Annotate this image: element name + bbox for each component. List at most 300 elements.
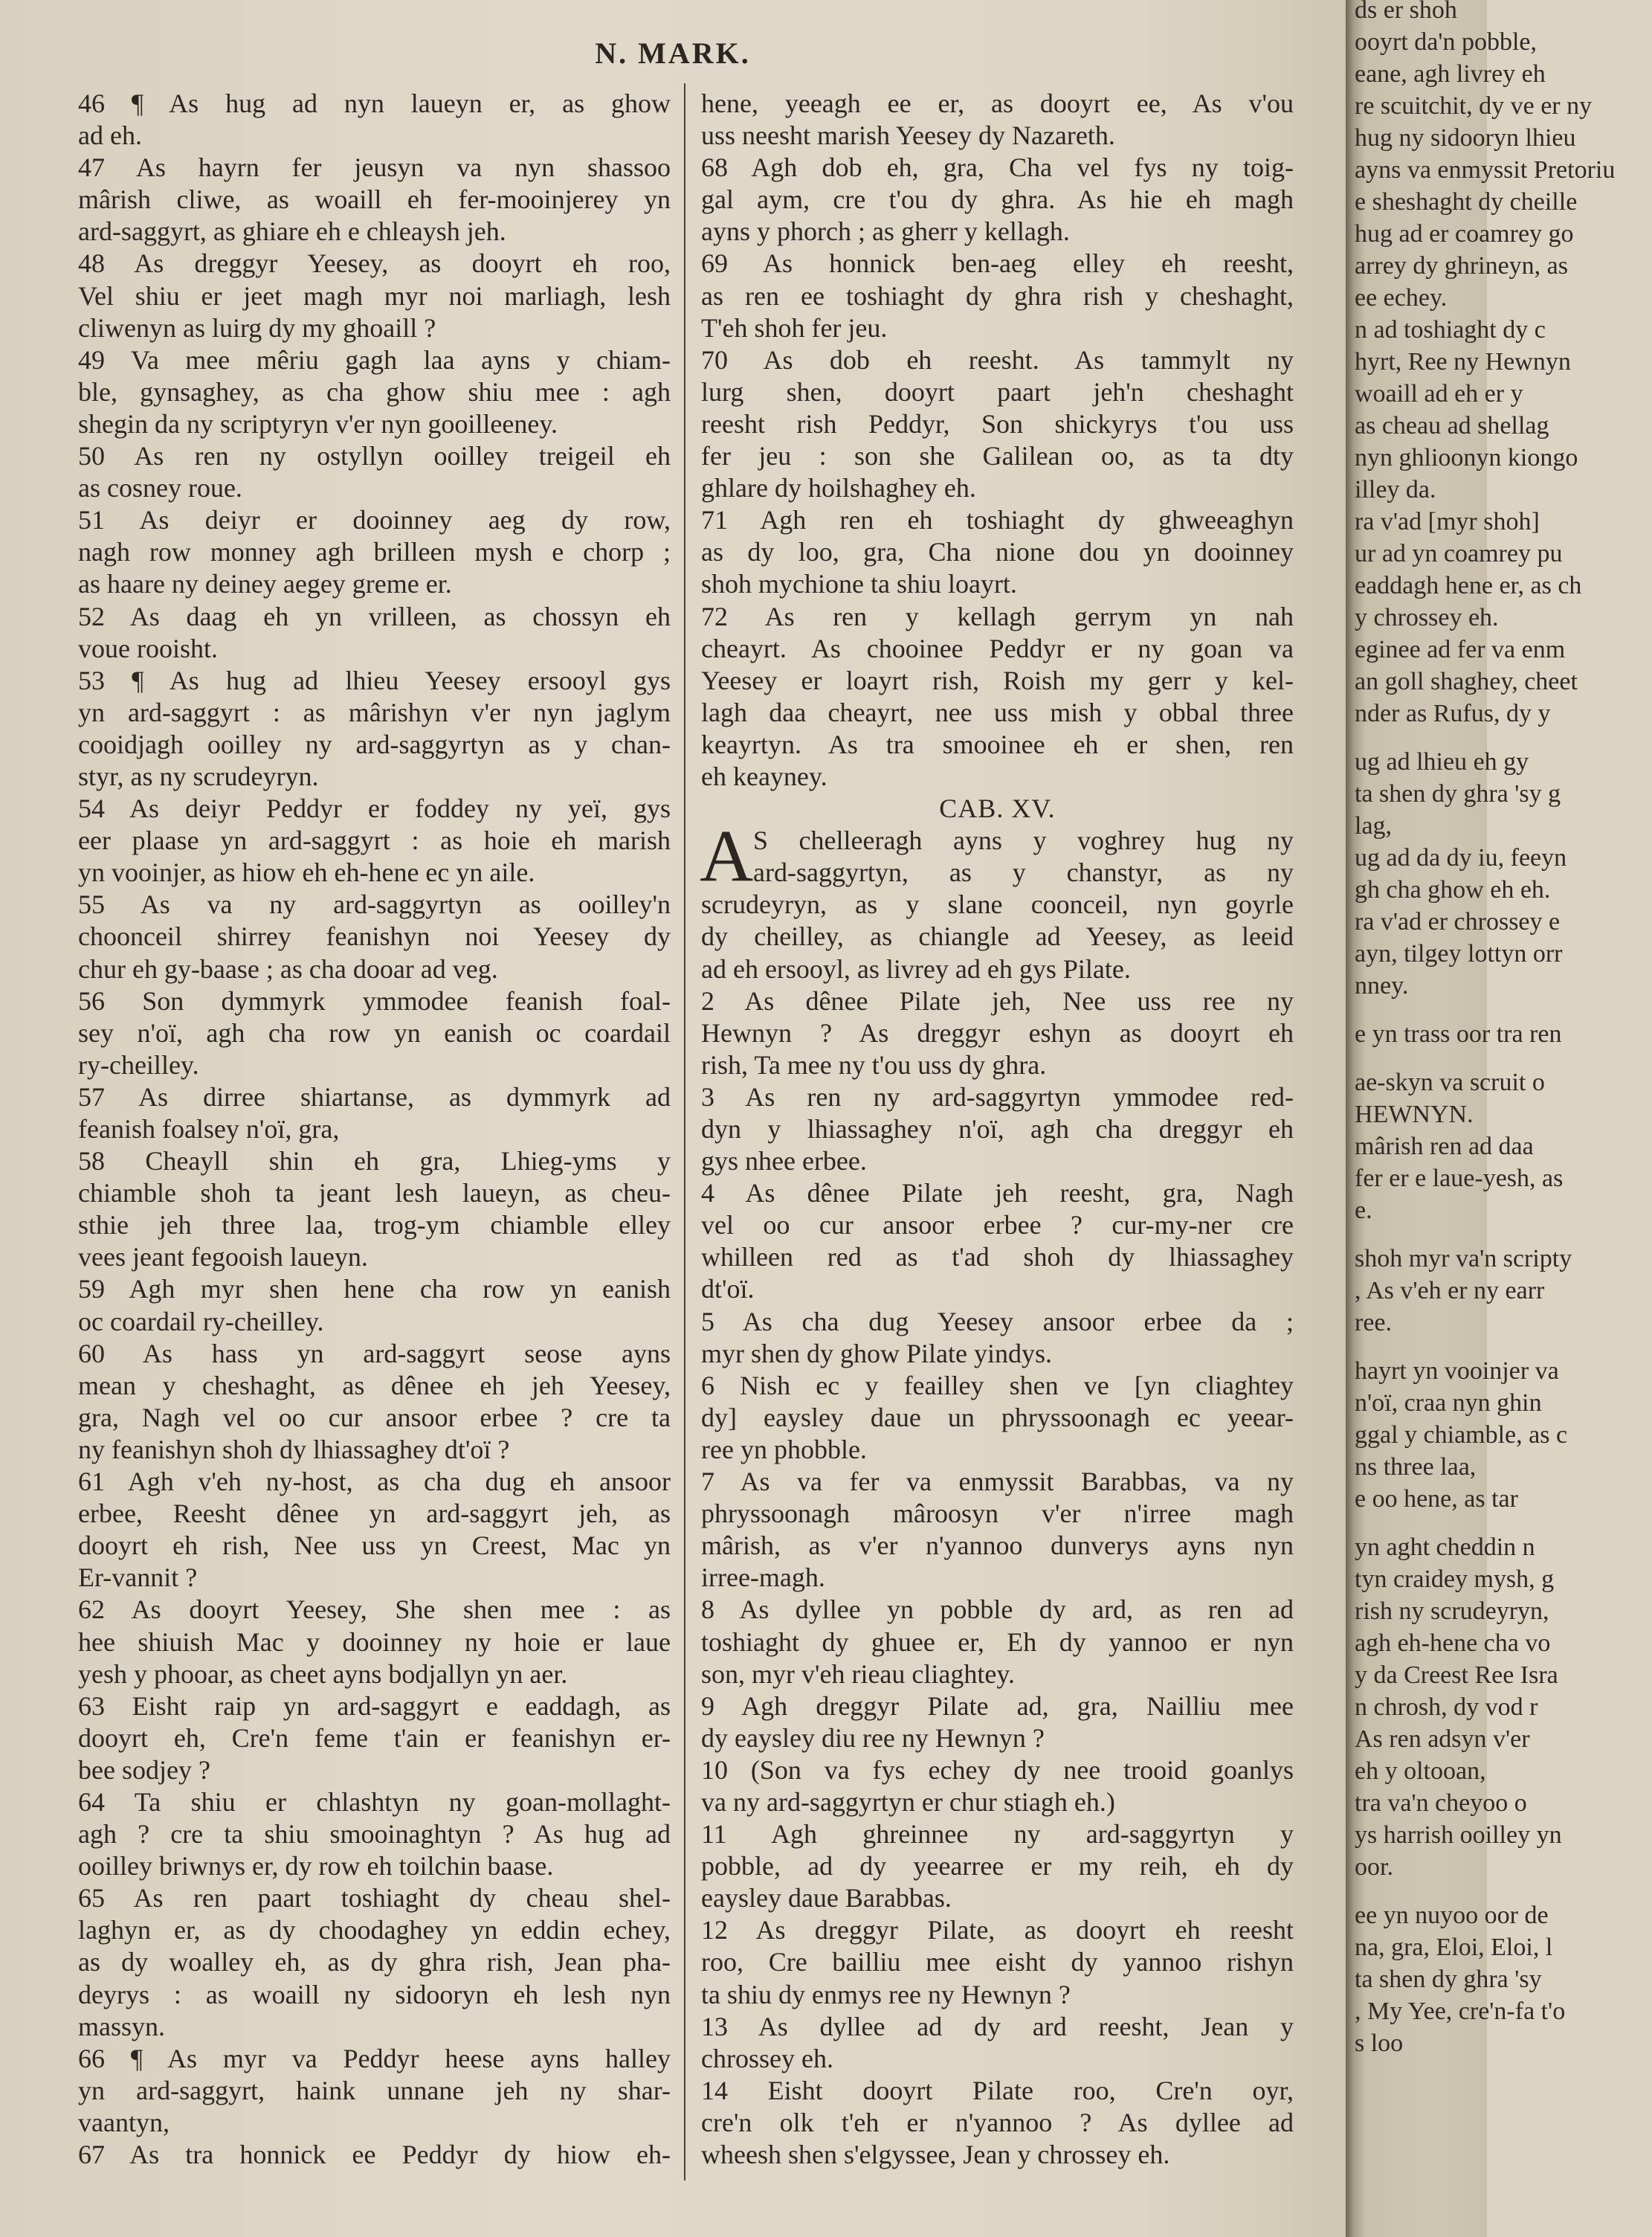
text-line (78, 1754, 671, 1786)
facing-page-line (1355, 730, 1652, 746)
text-line (78, 1979, 671, 2011)
text-line (701, 536, 1294, 568)
text-line (78, 536, 671, 568)
line-text: nagh row monney agh brilleen mysh e chorp ; (78, 537, 671, 567)
line-text: ard-saggyrtyn, as y chanstyr, as ny (753, 857, 1294, 888)
line-text: agh ? cre ta shiu smooinaghtyn ? As hug ad (78, 1819, 671, 1850)
text-line (78, 1081, 671, 1113)
facing-page-line: ayn, tilgey lottyn orr (1355, 940, 1563, 968)
facing-page-line: gh cha ghow eh eh. (1355, 876, 1551, 904)
facing-page-line: yn aght cheddin n (1355, 1533, 1535, 1561)
line-text: sthie jeh three laa, trog-ym chiamble elley (78, 1210, 671, 1240)
text-line (701, 1914, 1294, 1946)
line-text: dy cheilley, as chiangle ad Yeesey, as leeid (701, 921, 1294, 952)
text-line (78, 1177, 671, 1209)
text-line (78, 1786, 671, 1818)
text-line (701, 1658, 1294, 1690)
line-text: as cosney roue. (78, 473, 242, 503)
text-line (78, 601, 671, 633)
text-line (701, 1338, 1294, 1370)
text-line (78, 1017, 671, 1049)
text-line (701, 120, 1294, 152)
line-text: dooyrt eh, Cre'n feme t'ain er feanishyn er- (78, 1722, 671, 1753)
line-text: lurg shen, dooyrt paart jeh'n cheshaght (701, 376, 1294, 407)
line-text: hene, yeeagh ee er, as dooyrt ee, As v'ou (701, 88, 1294, 118)
line-text: 52 As daag eh yn vrilleen, as chossyn eh (78, 601, 671, 631)
text-line (701, 152, 1294, 184)
text-line (701, 729, 1294, 761)
line-text: ble, gynsaghey, as cha ghow shiu mee : agh (78, 376, 671, 407)
facing-page-line: an goll shaghey, cheet (1355, 668, 1578, 695)
line-text: 48 As dreggyr Yeesey, as dooyrt eh roo, (78, 248, 671, 279)
text-line (78, 1402, 671, 1434)
line-text: ree yn phobble. (701, 1434, 867, 1464)
text-line (701, 408, 1294, 440)
facing-page-line: ayns va enmyssit Pretoriu (1355, 156, 1616, 184)
text-line (701, 697, 1294, 729)
line-text: mean y cheshaght, as dênee eh jeh Yeesey, (78, 1370, 671, 1400)
text-line (78, 1594, 671, 1626)
facing-page-line: n'oï, craa nyn ghin (1355, 1389, 1542, 1417)
line-text: eaysley daue Barabbas. (701, 1883, 952, 1913)
text-line (701, 2043, 1294, 2075)
line-text: keayrtyn. As tra smooinee eh er shen, ren (701, 729, 1294, 759)
line-text: as ren ee toshiaght dy ghra rish y cheshaght, (701, 280, 1294, 311)
facing-page-line: hug ad er coamrey go (1355, 220, 1574, 248)
text-line (78, 504, 671, 536)
line-text: 65 As ren paart toshiaght dy cheau shel- (78, 1883, 671, 1913)
text-line (78, 216, 671, 248)
line-text: eer plaase yn ard-saggyrt : as hoie eh marish (78, 825, 671, 856)
facing-page-line: tyn craidey mysh, g (1355, 1565, 1555, 1593)
line-text: ny feanishyn shoh dy lhiassaghey dt'oï ? (78, 1434, 510, 1464)
line-text: 13 As dyllee ad dy ard reesht, Jean y (701, 2011, 1294, 2041)
text-line (78, 344, 671, 376)
line-text: 58 Cheayll shin eh gra, Lhieg-yms y (78, 1146, 671, 1177)
text-line (701, 2107, 1294, 2139)
text-line (701, 1402, 1294, 1434)
facing-page-line: ns three laa, (1355, 1453, 1477, 1481)
text-line (78, 1306, 671, 1338)
line-text: Yeesey er loayrt rish, Roish my gerr y kel- (701, 665, 1294, 695)
line-text: bee sodjey ? (78, 1754, 210, 1785)
line-text: 56 Son dymmyrk ymmodee feanish foal- (78, 985, 671, 1016)
line-text: yesh y phooar, as cheet ayns bodjallyn yn aer. (78, 1658, 568, 1689)
line-text: ad eh. (78, 120, 142, 151)
text-line (78, 1882, 671, 1914)
text-line (701, 601, 1294, 633)
line-text: gys nhee erbee. (701, 1146, 867, 1177)
line-text: Vel shiu er jeet magh myr noi marliagh, lesh (78, 280, 671, 311)
text-line (78, 2107, 671, 2139)
line-text: 67 As tra honnick ee Peddyr dy hiow eh- (78, 2140, 671, 2169)
line-text: 5 As cha dug Yeesey ansoor erbee da ; (701, 1306, 1294, 1336)
facing-page-line: ree. (1355, 1309, 1393, 1336)
left-column (78, 88, 671, 2171)
facing-page-line: nder as Rufus, dy y (1355, 700, 1551, 727)
text-line (701, 985, 1294, 1017)
facing-page-line: s loo (1355, 2030, 1404, 2057)
facing-page-line: ra v'ad [myr shoh] (1355, 508, 1540, 535)
text-line (701, 2139, 1294, 2171)
text-line (701, 1241, 1294, 1273)
text-line (78, 184, 671, 216)
line-text: dy] eaysley daue un phryssoonagh ec yeear- (701, 1402, 1294, 1432)
line-text: styr, as ny scrudeyryn. (78, 761, 319, 791)
line-text: chiamble shoh ta jeant lesh laueyn, as cheu- (78, 1178, 671, 1208)
line-text: scrudeyryn, as y slane coonceil, nyn goyrle (701, 889, 1294, 920)
line-text: 51 As deiyr er dooinney aeg dy row, (78, 505, 671, 535)
line-text: 71 Agh ren eh toshiaght dy ghweeaghyn (701, 505, 1294, 535)
text-line (701, 1594, 1294, 1626)
line-text: 10 (Son va fys echey dy nee trooid goanlys (701, 1754, 1294, 1785)
line-text: 2 As dênee Pilate jeh, Nee uss ree ny (701, 985, 1294, 1016)
line-text: cliwenyn as luirg dy my ghoaill ? (78, 312, 436, 343)
column-divider (684, 83, 685, 2180)
text-line (701, 857, 1294, 889)
facing-page-line (1355, 1226, 1652, 1243)
line-text: whilleen red as t'ad shoh dy lhiassaghey (701, 1242, 1294, 1272)
text-line (78, 633, 671, 665)
line-text: eh keayney. (701, 761, 827, 791)
line-text: 54 As deiyr Peddyr er foddey ny yeï, gys (78, 794, 671, 824)
facing-page-line: agh eh-hene cha vo (1355, 1629, 1551, 1657)
facing-page-line: mârish ren ad daa (1355, 1133, 1534, 1160)
text-line (701, 761, 1294, 793)
text-line (78, 1658, 671, 1690)
text-line (78, 857, 671, 889)
facing-page-line (1355, 1002, 1652, 1018)
line-text: ayns y phorch ; as gherr y kellagh. (701, 216, 1070, 247)
facing-page-line: ys harrish ooilley yn (1355, 1821, 1562, 1849)
text-line (701, 1466, 1294, 1498)
text-line (78, 568, 671, 600)
text-line (701, 1017, 1294, 1049)
line-text: ghlare dy hoilshaghey eh. (701, 473, 976, 503)
text-line (701, 1626, 1294, 1658)
line-text: as dy loo, gra, Cha nione dou yn dooinney (701, 537, 1294, 567)
line-text: T'eh shoh fer jeu. (701, 312, 888, 343)
line-text: sey n'oï, agh cha row yn eanish oc coardail (78, 1017, 671, 1048)
line-text: toshiaght dy ghuee er, Eh dy yannoo er nyn (701, 1626, 1294, 1657)
facing-page-line: hug ny sidooryn lhieu (1355, 124, 1576, 152)
line-text: rish, Ta mee ny t'ou uss dy ghra. (701, 1049, 1047, 1080)
line-text: gal aym, cre t'ou dy ghra. As hie eh magh (701, 184, 1294, 215)
line-text: 14 Eisht dooyrt Pilate roo, Cre'n oyr, (701, 2075, 1294, 2105)
right-column (701, 88, 1294, 2171)
text-line (78, 665, 671, 697)
facing-page-line (1355, 1050, 1652, 1066)
text-line (78, 1818, 671, 1850)
line-text: 61 Agh v'eh ny-host, as cha dug eh ansoor (78, 1467, 671, 1497)
text-line (701, 1882, 1294, 1914)
text-line (78, 825, 671, 857)
facing-page-line: re scuitchit, dy ve er ny (1355, 92, 1593, 120)
facing-page-line: ooyrt da'n pobble, (1355, 28, 1538, 56)
line-text: 59 Agh myr shen hene cha row yn eanish (78, 1274, 671, 1304)
facing-page-line: ae-skyn va scruit o (1355, 1069, 1545, 1096)
text-line (78, 312, 671, 344)
line-text: yn vooinjer, as hiow eh eh-hene ec yn aile. (78, 857, 535, 888)
text-line (701, 1562, 1294, 1594)
facing-page-line: n ad toshiaght dy c (1355, 316, 1546, 344)
line-text: cre'n olk t'eh er n'yannoo ? As dyllee ad (701, 2107, 1294, 2137)
text-line (78, 1946, 671, 1978)
facing-page-line: ds er shoh (1355, 0, 1457, 24)
text-line (701, 1754, 1294, 1786)
line-text: 64 Ta shiu er chlashtyn ny goan-mollaght- (78, 1786, 671, 1817)
facing-page-line: As ren adsyn v'er (1355, 1725, 1530, 1753)
text-line (701, 921, 1294, 953)
facing-page-line: oor. (1355, 1853, 1393, 1881)
line-text: myr shen dy ghow Pilate yindys. (701, 1338, 1052, 1368)
line-text: Hewnyn ? As dreggyr eshyn as dooyrt eh (701, 1017, 1294, 1048)
text-line (78, 697, 671, 729)
text-line (701, 312, 1294, 344)
text-line (701, 184, 1294, 216)
text-line (78, 1434, 671, 1466)
text-line (78, 2011, 671, 2043)
line-text: as haare ny deiney aegey greme er. (78, 569, 452, 599)
text-line (78, 1049, 671, 1081)
line-text: ad eh ersooyl, as livrey ad eh gys Pilate. (701, 953, 1131, 984)
line-text: son, myr v'eh rieau cliaghtey. (701, 1658, 1016, 1689)
text-line (701, 1113, 1294, 1145)
line-text: Er-vannit ? (78, 1562, 198, 1593)
text-line (78, 1113, 671, 1145)
line-text: deyrys : as woaill ny sidooryn eh lesh nyn (78, 1979, 671, 2009)
line-text: roo, Cre bailliu mee eisht dy yannoo rishyn (701, 1947, 1294, 1977)
text-line (78, 1273, 671, 1305)
text-line (78, 1498, 671, 1530)
facing-page-line: e oo hene, as tar (1355, 1485, 1518, 1513)
text-line (701, 1145, 1294, 1177)
line-text: choonceil shirrey feanishyn noi Yeesey dy (78, 921, 671, 952)
facing-page-line: ug ad da dy iu, feeyn (1355, 844, 1567, 872)
text-line (701, 472, 1294, 504)
facing-page-line: e yn trass oor tra ren (1355, 1020, 1562, 1048)
text-line (701, 504, 1294, 536)
text-line (701, 1818, 1294, 1850)
text-line (78, 248, 671, 280)
line-text: dooyrt eh rish, Nee uss yn Creest, Mac yn (78, 1531, 671, 1561)
facing-page-line: lag, (1355, 812, 1393, 840)
line-text: 53 ¶ As hug ad lhieu Yeesey ersooyl gys (78, 665, 671, 695)
facing-page-line: eginee ad fer va enm (1355, 636, 1566, 663)
line-text: uss neesht marish Yeesey dy Nazareth. (701, 120, 1115, 151)
facing-page-line: eaddagh hene er, as ch (1355, 572, 1582, 599)
running-head: N. MARK. (595, 36, 751, 70)
text-line (701, 344, 1294, 376)
text-line (78, 2043, 671, 2075)
text-line (701, 1498, 1294, 1530)
text-line (78, 120, 671, 152)
facing-page-line: hayrt yn vooinjer va (1355, 1357, 1559, 1385)
line-text: 62 As dooyrt Yeesey, She shen mee : as (78, 1594, 671, 1625)
text-line (701, 440, 1294, 472)
text-line (78, 953, 671, 985)
facing-page-line: arrey dy ghrineyn, as (1355, 252, 1569, 280)
line-text: 60 As hass yn ard-saggyrt seose ayns (78, 1338, 671, 1368)
line-text: 55 As va ny ard-saggyrtyn as ooilley'n (78, 889, 671, 920)
facing-page-line: ggal y chiamble, as c (1355, 1421, 1568, 1449)
line-text: yn ard-saggyrt : as mârishyn v'er nyn jaglym (78, 697, 671, 727)
facing-page-line: eane, agh livrey eh (1355, 60, 1546, 88)
line-text: lagh daa cheayrt, nee uss mish y obbal three (701, 697, 1294, 727)
line-text: oc coardail ry-cheilley. (78, 1306, 324, 1336)
line-text: mârish, as v'er n'yannoo dunverys ayns nyn (701, 1531, 1294, 1561)
line-text: chrossey eh. (701, 2043, 833, 2073)
text-line (78, 1626, 671, 1658)
line-text: 69 As honnick ben-aeg elley eh reesht, (701, 248, 1294, 279)
text-line (78, 729, 671, 761)
line-text: 3 As ren ny ard-saggyrtyn ymmodee red- (701, 1081, 1294, 1112)
line-text: 70 As dob eh reesht. As tammylt ny (701, 344, 1294, 375)
text-line (701, 1850, 1294, 1882)
facing-page-line: ee yn nuyoo oor de (1355, 1902, 1549, 1929)
line-text: phryssoonagh mâroosyn v'er n'irree magh (701, 1499, 1294, 1529)
line-text: mârish cliwe, as woaill eh fer-mooinjerey yn (78, 184, 671, 215)
line-text: vel oo cur ansoor erbee ? cur-my-ner cre (701, 1210, 1294, 1240)
text-line (78, 1370, 671, 1402)
line-text: CAB. XV. (939, 794, 1056, 824)
line-text: 7 As va fer va enmyssit Barabbas, va ny (701, 1467, 1294, 1497)
line-text: reesht rish Peddyr, Son shickyrys t'ou uss (701, 408, 1294, 439)
line-text: pobble, ad dy yeearree er my reih, eh dy (701, 1851, 1294, 1882)
facing-page-line: eh y oltooan, (1355, 1757, 1486, 1785)
line-text: vees jeant fegooish laueyn. (78, 1242, 368, 1272)
line-text: 4 As dênee Pilate jeh reesht, gra, Nagh (701, 1178, 1294, 1208)
text-line (78, 88, 671, 120)
text-line (78, 1241, 671, 1273)
text-line (78, 1914, 671, 1946)
facing-page-line: illey da. (1355, 476, 1436, 503)
line-text: dy eaysley diu ree ny Hewnyn ? (701, 1722, 1045, 1753)
line-text: ard-saggyrt, as ghiare eh e chleaysh jeh. (78, 216, 506, 247)
line-text: ooilley briwnys er, dy row eh toilchin baase. (78, 1851, 554, 1882)
facing-page-line: ug ad lhieu eh gy (1355, 748, 1529, 776)
line-text: 9 Agh dreggyr Pilate ad, gra, Nailliu mee (701, 1690, 1294, 1721)
facing-page-line: HEWNYN. (1355, 1101, 1474, 1128)
text-line (701, 1434, 1294, 1466)
text-line (701, 2011, 1294, 2043)
facing-page-line (1355, 1883, 1652, 1899)
line-text: dt'oï. (701, 1274, 755, 1304)
text-line (701, 248, 1294, 280)
line-text: cheayrt. As chooinee Peddyr er ny goan va (701, 633, 1294, 663)
text-line (701, 665, 1294, 697)
text-line (701, 1273, 1294, 1305)
text-line (78, 1722, 671, 1754)
facing-page-line: hyrt, Ree ny Hewnyn (1355, 348, 1571, 376)
facing-page-line: shoh myr va'n scripty (1355, 1245, 1572, 1272)
text-line (78, 1530, 671, 1562)
line-text: as dy woalley eh, as dy ghra rish, Jean pha- (78, 1947, 671, 1977)
line-text: 12 As dreggyr Pilate, as dooyrt eh reesht (701, 1915, 1294, 1945)
text-line (78, 2075, 671, 2107)
line-text: erbee, Reesht dênee yn ard-saggyrt jeh, as (78, 1499, 671, 1529)
line-text: 72 As ren y kellagh gerrym yn nah (701, 601, 1294, 631)
line-text: ta shiu dy enmys ree ny Hewnyn ? (701, 1979, 1071, 2009)
facing-page-line (1355, 1515, 1652, 1531)
text-line (78, 376, 671, 408)
line-text: ry-cheilley. (78, 1049, 199, 1080)
text-line (701, 1786, 1294, 1818)
line-text: va ny ard-saggyrtyn er chur stiagh eh.) (701, 1786, 1115, 1817)
line-text: yn ard-saggyrt, haink unnane jeh ny shar- (78, 2075, 671, 2105)
line-text: 50 As ren ny ostyllyn ooilley treigeil eh (78, 441, 671, 471)
line-text: 47 As hayrn fer jeusyn va nyn shassoo (78, 152, 671, 183)
text-line (78, 1338, 671, 1370)
text-line (701, 1946, 1294, 1978)
text-line (701, 1370, 1294, 1402)
facing-page-line: n chrosh, dy vod r (1355, 1693, 1538, 1721)
facing-page-line: y chrossey eh. (1355, 604, 1499, 631)
line-text: 63 Eisht raip yn ard-saggyrt e eaddagh, as (78, 1690, 671, 1721)
text-line (78, 1145, 671, 1177)
facing-page-line: nyn ghlioonyn kiongo (1355, 444, 1578, 471)
text-line (701, 1049, 1294, 1081)
text-line (78, 1466, 671, 1498)
facing-page-line: ur ad yn coamrey pu (1355, 540, 1563, 567)
text-line (701, 568, 1294, 600)
line-text: vaantyn, (78, 2107, 170, 2137)
facing-page-line: nney. (1355, 972, 1409, 1000)
line-text: 46 ¶ As hug ad nyn laueyn er, as ghow (78, 88, 671, 118)
facing-page-line: , As v'eh er ny earr (1355, 1277, 1545, 1304)
text-line (78, 408, 671, 440)
line-text: feanish foalsey n'oï, gra, (78, 1114, 340, 1144)
line-text: gra, Nagh vel oo cur ansoor erbee ? cre ta (78, 1402, 671, 1432)
text-line (78, 793, 671, 825)
text-line (701, 1081, 1294, 1113)
text-line (78, 761, 671, 793)
facing-page-line: na, gra, Eloi, Eloi, l (1355, 1934, 1553, 1961)
line-text: wheesh shen s'elgyssee, Jean y chrossey eh. (701, 2140, 1170, 2169)
text-line (701, 1177, 1294, 1209)
facing-page-line: ta shen dy ghra 'sy (1355, 1966, 1542, 1993)
line-text: 49 Va mee mêriu gagh laa ayns y chiam- (78, 344, 671, 375)
line-text: S chelleeragh ayns y voghrey hug ny (753, 825, 1294, 856)
text-line (701, 216, 1294, 248)
facing-page-line: ee echey. (1355, 284, 1448, 312)
text-line (701, 1722, 1294, 1754)
text-line (701, 1209, 1294, 1241)
facing-page-edge (1346, 0, 1616, 2237)
line-text: 8 As dyllee yn pobble dy ard, as ren ad (701, 1594, 1294, 1625)
text-line (701, 2075, 1294, 2107)
text-line (701, 1530, 1294, 1562)
drop-cap: A (700, 814, 754, 898)
text-line (78, 1850, 671, 1882)
facing-page-line: tra va'n cheyoo o (1355, 1789, 1527, 1817)
text-line (78, 889, 671, 921)
line-text: 66 ¶ As myr va Peddyr heese ayns halley (78, 2043, 671, 2073)
text-line (78, 280, 671, 312)
line-text: voue rooisht. (78, 633, 218, 663)
text-line (78, 472, 671, 504)
chapter-heading (701, 793, 1294, 825)
line-text: 6 Nish ec y feailley shen ve [yn cliaghtey (701, 1370, 1294, 1400)
text-line (78, 1209, 671, 1241)
facing-page-line: woaill ad eh er y (1355, 380, 1523, 408)
line-text: shoh mychione ta shiu loayrt. (701, 569, 1017, 599)
text-line (78, 1690, 671, 1722)
line-text: dyn y lhiassaghey n'oï, agh cha dreggyr eh (701, 1114, 1294, 1144)
text-line (701, 280, 1294, 312)
facing-page-line: fer er e laue-yesh, as (1355, 1165, 1564, 1192)
line-text: 57 As dirree shiartanse, as dymmyrk ad (78, 1081, 671, 1112)
